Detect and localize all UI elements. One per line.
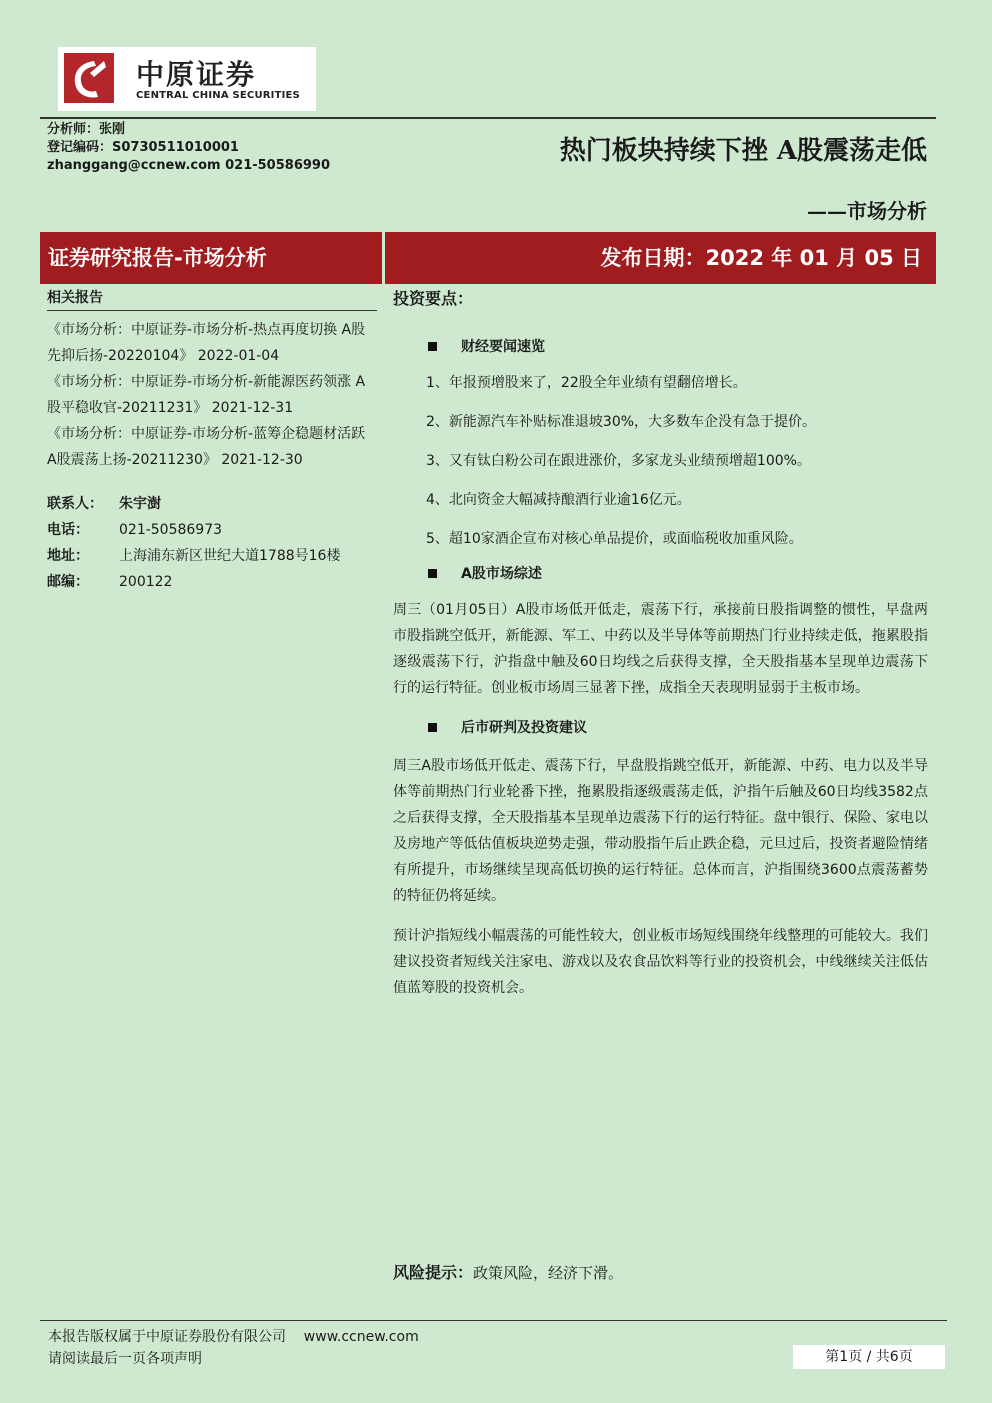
market-heading (428, 561, 928, 585)
footer-divider (40, 1320, 947, 1321)
analyst-info (47, 121, 330, 175)
market-heading-text: A股市场综述 (461, 566, 542, 582)
main-content (393, 288, 928, 1001)
key-points-heading: 投资要点： (393, 289, 474, 308)
news-item: 2、新能源汽车补贴标准退坡30%，大多数车企没有急于提价。 (426, 414, 817, 430)
news-item: 1、年报预增股来了，22股全年业绩有望翻倍增长。 (426, 375, 747, 391)
news-item: 4、北向资金大幅减持酿酒行业逾16亿元。 (426, 492, 691, 508)
contact-zip-row (47, 569, 377, 595)
contact-phone-label: 电话： (47, 522, 89, 538)
contact-address-label: 地址： (47, 548, 89, 564)
header-divider (40, 117, 936, 119)
related-reports-list (47, 317, 377, 473)
contact-phone: 021-50586973 (119, 522, 223, 538)
news-item: 5、超10家酒企宣布对核心单品提价，或面临税收加重风险。 (426, 531, 803, 547)
news-list (426, 372, 928, 550)
outlook-paragraph-2: 预计沪指短线小幅震荡的可能性较大，创业板市场短线围绕年线整理的可能较大。我们建议投资者短线关注家电、游戏以及农食品饮料等行业的投资机会，中线继续关注低估值蓝筹股的投资机会。 (393, 928, 928, 996)
market-summary: 周三（01月05日）A股市场低开低走，震荡下行，承接前日股指调整的惯性，早盘两市股指跳空低开，新能源、军工、中药以及半导体等前期热门行业持续走低，拖累股指逐级震荡下行，沪指盘中触及60日均线之后获得支撑，全天股指基本呈现单边震荡下行的运行特征。创业板市场周三显著下挫，成指全天表现明显弱于主板市场。 (393, 602, 928, 696)
logo-chinese-text: 中原证券 (136, 58, 257, 91)
contact-person: 朱宇澍 (119, 496, 161, 512)
footer-copyright: 本报告版权属于中原证券股份有限公司 www.ccnew.com (48, 1329, 419, 1345)
report-title: 热门板块持续下挫 A股震荡走低 (559, 136, 927, 166)
news-item: 3、又有钛白粉公司在跟进涨价，多家龙头业绩预增超100%。 (426, 453, 811, 469)
reg-code: S0730511010001 (112, 140, 239, 155)
related-reports-heading: 相关报告 (47, 290, 103, 306)
logo-english-text: CENTRAL CHINA SECURITIES (136, 90, 300, 101)
logo-mark-icon (64, 53, 114, 103)
related-report-item[interactable]: 《市场分析：中原证券-市场分析-新能源医药领涨 A股平稳收官-20211231》 2021-12-31 (47, 374, 366, 416)
square-bullet-icon (428, 569, 437, 578)
report-category-banner: 证券研究报告-市场分析 (40, 232, 382, 284)
contact-zip-label: 邮编： (47, 574, 89, 590)
reg-label: 登记编码： (47, 140, 113, 155)
contact-person-row (47, 491, 377, 517)
page-number: 第1页 / 共6页 (793, 1345, 945, 1369)
sidebar (47, 288, 377, 595)
outlook-heading-text: 后市研判及投资建议 (461, 720, 587, 736)
contact-address: 上海浦东新区世纪大道1788号16楼 (119, 548, 341, 564)
publish-date-banner: 发布日期：2022 年 01 月 05 日 (385, 232, 936, 284)
report-subtitle: ——市场分析 (807, 199, 927, 223)
related-divider (47, 310, 377, 311)
outlook-heading (428, 715, 928, 739)
related-report-item[interactable]: 《市场分析：中原证券-市场分析-蓝筹企稳题材活跃 A股震荡上扬-20211230》 2021-12-30 (47, 426, 366, 468)
risk-text: 政策风险，经济下滑。 (473, 1264, 624, 1282)
risk-label: 风险提示： (393, 1263, 474, 1282)
analyst-label: 分析师： (47, 122, 100, 137)
contact-address-row (47, 543, 377, 569)
analyst-name: 张刚 (99, 122, 126, 137)
contact-phone-row (47, 517, 377, 543)
risk-warning (393, 1260, 623, 1283)
related-report-item[interactable]: 《市场分析：中原证券-市场分析-热点再度切换 A股先抑后扬-20220104》 2022-01-04 (47, 322, 366, 364)
news-heading-text: 财经要闻速览 (461, 339, 545, 355)
company-logo (58, 47, 316, 111)
contact-person-label: 联系人： (47, 496, 103, 512)
contact-block (47, 491, 377, 595)
footer-notice: 请阅读最后一页各项声明 (48, 1351, 202, 1367)
analyst-contact: zhanggang@ccnew.com 021-50586990 (47, 158, 330, 173)
square-bullet-icon (428, 342, 437, 351)
square-bullet-icon (428, 723, 437, 732)
news-heading (428, 334, 928, 358)
contact-zip: 200122 (119, 574, 173, 590)
outlook-paragraph-1: 周三A股市场低开低走、震荡下行，早盘股指跳空低开，新能源、中药、电力以及半导体等前期热门行业轮番下挫，拖累股指逐级震荡走低，沪指午后触及60日均线3582点之后获得支撑，全天股指基本呈现单边震荡下行的运行特征。盘中银行、保险、家电以及房地产等低估值板块逆势走强，带动股指午后止跌企稳，元旦过后，投资者避险情绪有所提升，市场继续呈现高低切换的运行特征。总体而言，沪指围绕3600点震荡蓄势的特征仍将延续。 (393, 758, 928, 904)
